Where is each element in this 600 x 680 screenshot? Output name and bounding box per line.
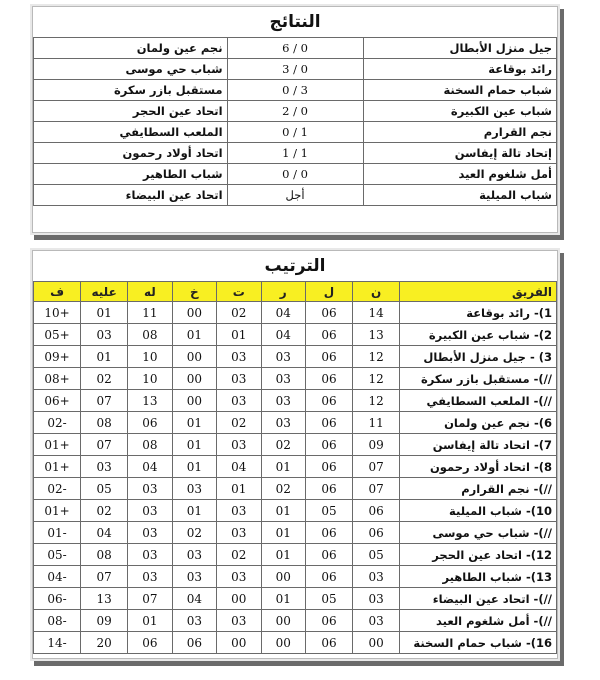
- cell-wins: 01: [261, 522, 305, 544]
- cell-played: 05: [305, 500, 352, 522]
- away-team: اتحاد عين الحجر: [34, 101, 228, 122]
- header-draws: ت: [217, 282, 261, 302]
- cell-losses: 03: [172, 610, 216, 632]
- cell-draws: 01: [217, 478, 261, 500]
- cell-played: 06: [305, 610, 352, 632]
- cell-played: 06: [305, 632, 352, 654]
- cell-losses: 01: [172, 456, 216, 478]
- cell-wins: 02: [261, 434, 305, 456]
- standings-row: [34, 346, 557, 368]
- cell-wins: 00: [261, 566, 305, 588]
- cell-losses: 01: [172, 324, 216, 346]
- header-goals-for: له: [128, 282, 172, 302]
- cell-points: 03: [353, 610, 400, 632]
- home-team: نجم القرارم: [363, 122, 557, 143]
- cell-played: 06: [305, 346, 352, 368]
- header-team: الفريق: [400, 282, 557, 302]
- match-row: [34, 143, 557, 164]
- cell-wins: 03: [261, 368, 305, 390]
- cell-team: //)- شباب حي موسى: [400, 522, 557, 544]
- cell-wins: 00: [261, 632, 305, 654]
- cell-goals-against: 01: [81, 346, 128, 368]
- cell-goal-diff: -02: [34, 412, 81, 434]
- cell-wins: 00: [261, 610, 305, 632]
- cell-draws: 03: [217, 434, 261, 456]
- cell-goals-against: 07: [81, 390, 128, 412]
- home-team: شباب عين الكبيرة: [363, 101, 557, 122]
- standings-row: [34, 390, 557, 412]
- cell-losses: 03: [172, 544, 216, 566]
- home-team: جيل منزل الأبطال: [363, 38, 557, 59]
- cell-team: 1)- رائد بوقاعة: [400, 302, 557, 324]
- cell-goals-against: 04: [81, 522, 128, 544]
- cell-played: 06: [305, 544, 352, 566]
- cell-goals-for: 01: [128, 610, 172, 632]
- cell-losses: 06: [172, 632, 216, 654]
- cell-points: 03: [353, 566, 400, 588]
- match-score: 1 / 1: [227, 143, 363, 164]
- results-title: النتائج: [269, 12, 321, 32]
- cell-points: 06: [353, 522, 400, 544]
- cell-points: 12: [353, 390, 400, 412]
- cell-team: 8)- اتحاد أولاد رحمون: [400, 456, 557, 478]
- cell-goals-against: 13: [81, 588, 128, 610]
- cell-draws: 02: [217, 302, 261, 324]
- cell-draws: 02: [217, 544, 261, 566]
- cell-points: 03: [353, 588, 400, 610]
- cell-goal-diff: +10: [34, 302, 81, 324]
- cell-played: 06: [305, 522, 352, 544]
- header-points: ن: [353, 282, 400, 302]
- cell-team: //)- أمل شلغوم العيد: [400, 610, 557, 632]
- match-score: 0 / 6: [227, 38, 363, 59]
- standings-row: [34, 368, 557, 390]
- match-row: [34, 38, 557, 59]
- away-team: الملعب السطايفي: [34, 122, 228, 143]
- cell-goals-for: 11: [128, 302, 172, 324]
- cell-draws: 03: [217, 346, 261, 368]
- cell-losses: 02: [172, 522, 216, 544]
- cell-draws: 03: [217, 390, 261, 412]
- away-team: نجم عين ولمان: [34, 38, 228, 59]
- results-panel: [32, 6, 558, 233]
- header-played: ل: [305, 282, 352, 302]
- cell-points: 07: [353, 456, 400, 478]
- cell-points: 12: [353, 368, 400, 390]
- cell-losses: 04: [172, 588, 216, 610]
- cell-draws: 03: [217, 566, 261, 588]
- cell-played: 06: [305, 434, 352, 456]
- standings-row: [34, 302, 557, 324]
- cell-draws: 00: [217, 588, 261, 610]
- cell-losses: 03: [172, 566, 216, 588]
- cell-goals-for: 03: [128, 478, 172, 500]
- cell-points: 09: [353, 434, 400, 456]
- cell-goals-against: 03: [81, 456, 128, 478]
- standings-row: [34, 632, 557, 654]
- standings-row: [34, 588, 557, 610]
- cell-losses: 00: [172, 368, 216, 390]
- cell-played: 06: [305, 456, 352, 478]
- cell-goals-for: 06: [128, 412, 172, 434]
- cell-played: 06: [305, 478, 352, 500]
- header-goals-against: عليه: [81, 282, 128, 302]
- cell-team: 12)- اتحاد عين الحجر: [400, 544, 557, 566]
- match-score: أجل: [227, 185, 363, 206]
- cell-points: 06: [353, 500, 400, 522]
- cell-goal-diff: +09: [34, 346, 81, 368]
- home-team: أمل شلغوم العيد: [363, 164, 557, 185]
- cell-draws: 03: [217, 610, 261, 632]
- cell-goals-against: 01: [81, 302, 128, 324]
- cell-draws: 01: [217, 324, 261, 346]
- standings-row: [34, 544, 557, 566]
- match-score: 0 / 0: [227, 164, 363, 185]
- cell-goal-diff: -06: [34, 588, 81, 610]
- cell-wins: 02: [261, 478, 305, 500]
- cell-goals-against: 09: [81, 610, 128, 632]
- cell-points: 13: [353, 324, 400, 346]
- standings-row: [34, 324, 557, 346]
- cell-points: 07: [353, 478, 400, 500]
- standings-panel: [32, 250, 558, 659]
- cell-goals-against: 07: [81, 434, 128, 456]
- cell-goals-for: 04: [128, 456, 172, 478]
- cell-goal-diff: +08: [34, 368, 81, 390]
- cell-points: 14: [353, 302, 400, 324]
- home-team: إتحاد تالة إيفاسن: [363, 143, 557, 164]
- cell-draws: 03: [217, 522, 261, 544]
- cell-team: 10)- شباب الميلية: [400, 500, 557, 522]
- match-score: 3 / 0: [227, 80, 363, 101]
- home-team: شباب الميلية: [363, 185, 557, 206]
- match-row: [34, 122, 557, 143]
- standings-row: [34, 500, 557, 522]
- cell-wins: 03: [261, 412, 305, 434]
- standings-header-row: [34, 282, 557, 302]
- cell-team: //)- نجم القرارم: [400, 478, 557, 500]
- standings-row: [34, 412, 557, 434]
- cell-goals-against: 08: [81, 412, 128, 434]
- cell-losses: 00: [172, 302, 216, 324]
- cell-played: 05: [305, 588, 352, 610]
- standings-row: [34, 456, 557, 478]
- header-goal-diff: ف: [34, 282, 81, 302]
- cell-goal-diff: +06: [34, 390, 81, 412]
- cell-team: //)- الملعب السطايفي: [400, 390, 557, 412]
- cell-goals-for: 03: [128, 522, 172, 544]
- cell-goal-diff: +01: [34, 434, 81, 456]
- cell-goal-diff: -08: [34, 610, 81, 632]
- cell-goal-diff: -02: [34, 478, 81, 500]
- cell-losses: 01: [172, 434, 216, 456]
- cell-goals-against: 03: [81, 324, 128, 346]
- cell-goals-for: 03: [128, 544, 172, 566]
- standings-row: [34, 566, 557, 588]
- cell-draws: 04: [217, 456, 261, 478]
- cell-goals-against: 05: [81, 478, 128, 500]
- match-score: 1 / 0: [227, 122, 363, 143]
- cell-wins: 03: [261, 346, 305, 368]
- cell-draws: 00: [217, 632, 261, 654]
- cell-wins: 04: [261, 302, 305, 324]
- cell-team: 3) - جيل منزل الأبطال: [400, 346, 557, 368]
- cell-losses: 01: [172, 500, 216, 522]
- cell-goals-against: 02: [81, 368, 128, 390]
- away-team: شباب حي موسى: [34, 59, 228, 80]
- cell-goals-against: 02: [81, 500, 128, 522]
- cell-team: 13)- شباب الطاهير: [400, 566, 557, 588]
- standings-title: الترتيب: [264, 256, 326, 276]
- cell-wins: 04: [261, 324, 305, 346]
- cell-wins: 03: [261, 390, 305, 412]
- away-team: اتحاد عين البيضاء: [34, 185, 228, 206]
- cell-goal-diff: -04: [34, 566, 81, 588]
- match-score: 0 / 2: [227, 101, 363, 122]
- cell-goals-for: 03: [128, 500, 172, 522]
- away-team: مستقبل بازر سكرة: [34, 80, 228, 101]
- cell-wins: 01: [261, 456, 305, 478]
- cell-draws: 02: [217, 412, 261, 434]
- cell-goal-diff: +01: [34, 500, 81, 522]
- results-table: [33, 37, 557, 206]
- standings-row: [34, 522, 557, 544]
- cell-goal-diff: -14: [34, 632, 81, 654]
- home-team: رائد بوقاعة: [363, 59, 557, 80]
- cell-wins: 01: [261, 544, 305, 566]
- cell-team: 2)- شباب عين الكبيرة: [400, 324, 557, 346]
- cell-points: 12: [353, 346, 400, 368]
- away-team: اتحاد أولاد رحمون: [34, 143, 228, 164]
- cell-goals-for: 07: [128, 588, 172, 610]
- cell-played: 06: [305, 412, 352, 434]
- cell-losses: 00: [172, 346, 216, 368]
- cell-played: 06: [305, 302, 352, 324]
- cell-goal-diff: -05: [34, 544, 81, 566]
- cell-goals-for: 03: [128, 566, 172, 588]
- cell-goals-against: 08: [81, 544, 128, 566]
- cell-played: 06: [305, 390, 352, 412]
- cell-played: 06: [305, 566, 352, 588]
- cell-team: 6)- نجم عين ولمان: [400, 412, 557, 434]
- cell-played: 06: [305, 324, 352, 346]
- cell-points: 11: [353, 412, 400, 434]
- cell-goals-against: 07: [81, 566, 128, 588]
- header-wins: ر: [261, 282, 305, 302]
- standings-table: [33, 281, 557, 654]
- cell-goals-against: 20: [81, 632, 128, 654]
- cell-wins: 01: [261, 500, 305, 522]
- match-row: [34, 101, 557, 122]
- cell-played: 06: [305, 368, 352, 390]
- cell-losses: 00: [172, 390, 216, 412]
- cell-goals-for: 10: [128, 368, 172, 390]
- match-row: [34, 80, 557, 101]
- standings-row: [34, 434, 557, 456]
- cell-goal-diff: +01: [34, 456, 81, 478]
- cell-wins: 01: [261, 588, 305, 610]
- cell-points: 05: [353, 544, 400, 566]
- cell-team: 7)- اتحاد تالة إيفاسن: [400, 434, 557, 456]
- match-score: 0 / 3: [227, 59, 363, 80]
- cell-goals-for: 10: [128, 346, 172, 368]
- cell-goals-for: 06: [128, 632, 172, 654]
- cell-goals-for: 08: [128, 434, 172, 456]
- cell-losses: 03: [172, 478, 216, 500]
- cell-losses: 01: [172, 412, 216, 434]
- cell-team: //)- اتحاد عين البيضاء: [400, 588, 557, 610]
- cell-draws: 03: [217, 368, 261, 390]
- cell-team: //)- مستقبل بازر سكرة: [400, 368, 557, 390]
- match-row: [34, 164, 557, 185]
- cell-points: 00: [353, 632, 400, 654]
- match-row: [34, 185, 557, 206]
- cell-goal-diff: -01: [34, 522, 81, 544]
- match-row: [34, 59, 557, 80]
- cell-goal-diff: +05: [34, 324, 81, 346]
- cell-goals-for: 08: [128, 324, 172, 346]
- standings-row: [34, 610, 557, 632]
- cell-team: 16)- شباب حمام السخنة: [400, 632, 557, 654]
- standings-row: [34, 478, 557, 500]
- cell-draws: 03: [217, 500, 261, 522]
- cell-goals-for: 13: [128, 390, 172, 412]
- header-losses: خ: [172, 282, 216, 302]
- away-team: شباب الطاهير: [34, 164, 228, 185]
- home-team: شباب حمام السخنة: [363, 80, 557, 101]
